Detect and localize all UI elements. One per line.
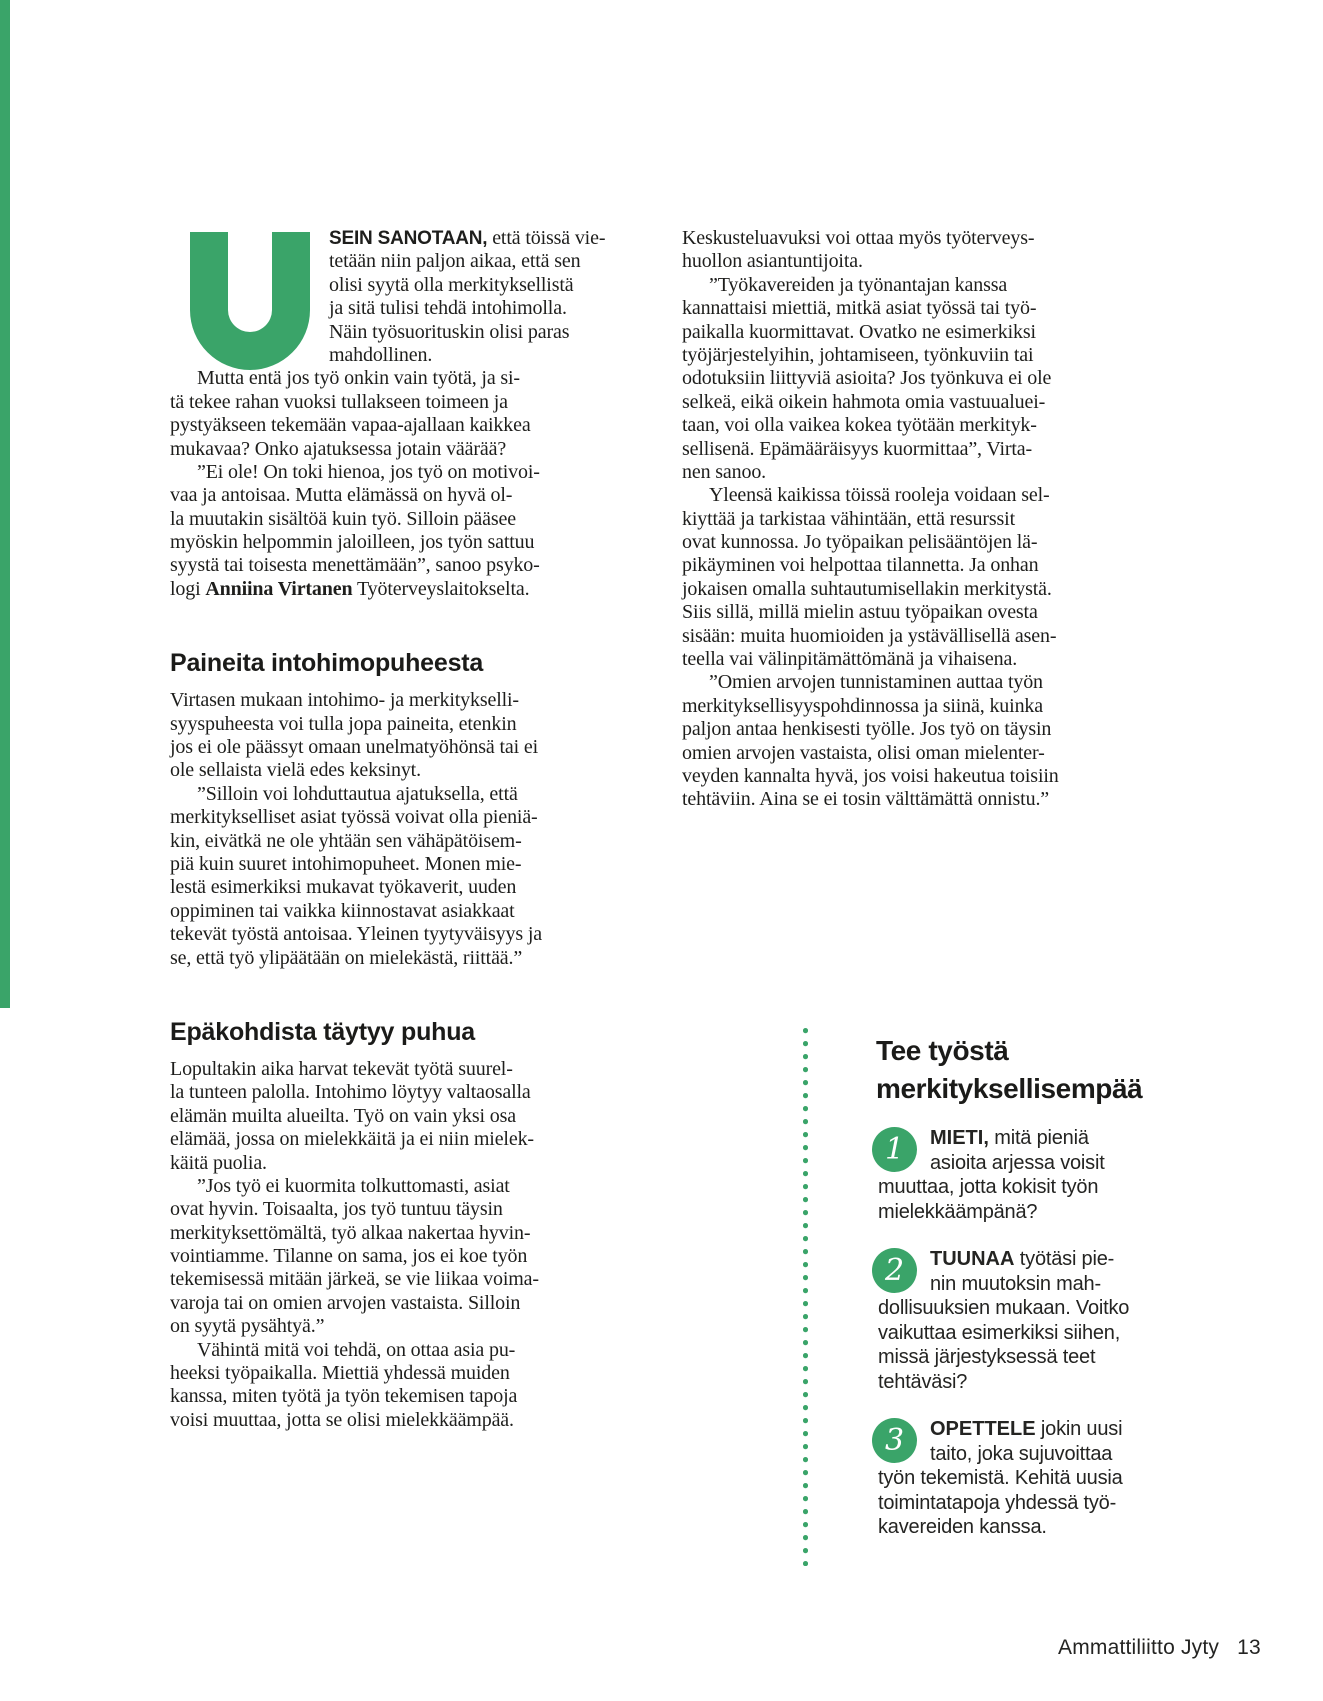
step-number-badge: 3 — [872, 1418, 917, 1463]
left-accent-bar — [0, 0, 10, 1008]
step-number-badge: 1 — [872, 1127, 917, 1172]
text-line: kiyttää ja tarkistaa vähintään, että resurssit — [682, 507, 1015, 530]
text-line: sisään: muita huomioiden ja ystävällisellä asen- — [682, 624, 1057, 647]
text-line: vointiamme. Tilanne on sama, jos ei koe työn — [170, 1245, 528, 1268]
text-line: merkityksellisyyspohdinnossa ja siinä, kuinka — [682, 694, 1043, 717]
text-line: heeksi työpaikalla. Miettiä yhdessä muiden — [170, 1362, 510, 1385]
text-line: logi Anniina Virtanen Työterveyslaitokselta. — [170, 577, 530, 600]
text-line: piä kuin suuret intohimopuheet. Monen mie- — [170, 852, 522, 875]
text-line: veyden kannalta hyvä, jos voisi hakeutua toisiin — [682, 764, 1059, 787]
text-line: odotuksiin liittyviä asioita? Jos työnkuva ei ole — [682, 367, 1052, 390]
text-line: voisi muuttaa, jotta se olisi mielekkäämpää. — [170, 1408, 514, 1431]
paragraph — [170, 367, 625, 461]
paragraph — [170, 689, 625, 783]
paragraph — [170, 783, 625, 970]
page-number: 13 — [1237, 1636, 1261, 1659]
left-column — [170, 227, 625, 1432]
text-line: kannattaisi miettiä, mitkä asiat työssä tai työ- — [682, 297, 1037, 320]
paragraph — [682, 484, 1132, 671]
text-line: SEIN SANOTAAN, että töissä vie- — [329, 227, 606, 249]
text-line: käitä puolia. — [170, 1151, 267, 1174]
text-line: nen sanoo. — [682, 460, 767, 483]
text-line: lestä esimerkiksi mukavat työkaverit, uuden — [170, 876, 517, 899]
text-line: Lopultakin aika harvat tekevät työtä suurel- — [170, 1057, 513, 1080]
page-footer — [1058, 1636, 1261, 1660]
paragraph — [682, 671, 1132, 811]
text-line: se, että työ ylipäätään on mielekästä, riittää.” — [170, 946, 523, 969]
text-line: Siis sillä, millä mielin astuu työpaikan ovesta — [682, 601, 1038, 624]
text-line: ovat kunnossa. Jo työpaikan pelisääntöjen lä- — [682, 531, 1038, 554]
text-line: on syytä pysähtyä.” — [170, 1315, 325, 1338]
text-line: sellisenä. Epämääräisyys kuormittaa”, Virta- — [682, 437, 1033, 460]
text-line: ole sellaista vielä edes keksinyt. — [170, 759, 421, 782]
text-line: pystyäkseen tekemään vapaa-ajallaan kaikkea — [170, 414, 531, 437]
text-line: Vähintä mitä voi tehdä, on ottaa asia pu- — [197, 1338, 516, 1361]
text-line: kin, eivätkä ne ole yhtään sen vähäpätöisem- — [170, 829, 522, 852]
section-heading: Epäkohdista täytyy puhua — [170, 1017, 475, 1046]
step-number-badge: 2 — [872, 1248, 917, 1293]
text-line: kanssa, miten työtä ja työn tekemisen tapoja — [170, 1385, 518, 1408]
text-line: syyspuheesta voi tulla jopa paineita, etenkin — [170, 712, 517, 735]
text-line: selkeä, eikä oikein hahmota omia vastuualuei- — [682, 390, 1046, 413]
step-text-line: vaikuttaa esimerkiksi siihen, — [878, 1321, 1121, 1344]
sidebar-title-line: Tee työstä — [876, 1035, 1009, 1066]
paragraph — [682, 227, 1132, 274]
sidebar-dotted-line — [803, 1028, 808, 1566]
text-line: elämän muilta alueilta. Työ on vain yksi osa — [170, 1104, 516, 1127]
section-heading: Paineita intohimopuheesta — [170, 649, 484, 678]
step-text-line: toimintatapoja yhdessä työ- — [878, 1491, 1117, 1514]
text-line: paikalla kuormittavat. Ovatko ne esimerkiksi — [682, 320, 1036, 343]
paragraph — [170, 1058, 625, 1175]
text-line: jokaisen omalla suhtautumisellakin merkitystä. — [682, 577, 1052, 600]
step-text-line: kavereiden kanssa. — [878, 1516, 1047, 1538]
sidebar-title — [876, 1032, 1142, 1108]
text-line: huollon asiantuntijoita. — [682, 250, 863, 273]
text-line: mukavaa? Onko ajatuksessa jotain väärää? — [170, 437, 507, 460]
text-line: tehtäviin. Aina se ei tosin välttämättä onnistu.” — [682, 788, 1050, 811]
text-line: tetään niin paljon aikaa, että sen — [329, 250, 581, 273]
text-line: la muutakin sisältöä kuin työ. Silloin pääsee — [170, 507, 516, 530]
text-line: ”Omien arvojen tunnistaminen auttaa työn — [709, 671, 1043, 694]
sidebar-steps — [872, 1126, 1142, 1563]
text-line: työjärjestelyihin, johtamiseen, työnkuviin tai — [682, 343, 1034, 366]
text-line: ja sitä tulisi tehdä intohimolla. — [329, 297, 567, 320]
text-line: oppiminen tai vaikka kiinnostavat asiakkaat — [170, 899, 515, 922]
text-line: olisi syytä olla merkityksellistä — [329, 273, 574, 296]
step-text-line: tehtäväsi? — [878, 1370, 968, 1393]
text-line: Näin työsuorituskin olisi paras — [329, 320, 570, 343]
right-column — [682, 227, 1132, 812]
sidebar-title-line: merkityksellisempää — [876, 1073, 1143, 1104]
text-line: jos ei ole päässyt omaan unelmatyöhönsä tai ei — [170, 736, 539, 759]
step-text-line: työn tekemistä. Kehitä uusia — [878, 1467, 1123, 1489]
step-text-line: muuttaa, jotta kokisit työn — [878, 1176, 1099, 1198]
paragraph — [170, 461, 625, 601]
text-line: paljon antaa henkisesti työlle. Jos työ on täysin — [682, 718, 1052, 741]
text-line: varoja tai on omien arvojen vastaista. Silloin — [170, 1291, 521, 1314]
text-line: ”Ei ole! On toki hienoa, jos työ on motivoi- — [197, 460, 540, 483]
text-line: ”Silloin voi lohduttautua ajatuksella, että — [197, 782, 518, 805]
sidebar-step — [872, 1126, 1142, 1224]
step-text-line: nin muutoksin mah- — [930, 1272, 1101, 1295]
paragraph — [682, 274, 1132, 485]
text-line: ”Työkavereiden ja työnantajan kanssa — [709, 273, 1008, 296]
text-line: tekemisessä mitään järkeä, se vie liikaa voima- — [170, 1268, 539, 1291]
text-line: pikäyminen voi helpottaa tilannetta. Ja onhan — [682, 554, 1039, 577]
text-line: merkitykselliset asiat työssä voivat olla pieniä- — [170, 806, 538, 829]
text-line: ovat hyvin. Toisaalta, jos työ tuntuu täysin — [170, 1198, 503, 1221]
text-line: myöskin helpommin jaloilleen, jos työn sattuu — [170, 531, 535, 554]
sidebar-step — [872, 1417, 1142, 1540]
step-text-line: asioita arjessa voisit — [930, 1151, 1105, 1174]
step-text-line: TUUNAA työtäsi pie- — [930, 1248, 1115, 1270]
text-line: merkityksettömältä, työ alkaa nakertaa hyvin- — [170, 1221, 531, 1244]
step-text-line: missä järjestyksessä teet — [878, 1346, 1096, 1368]
text-line: teella vai välinpitämättömänä ja vihaisena. — [682, 648, 1018, 671]
step-text-line: taito, joka sujuvoittaa — [930, 1442, 1113, 1465]
step-text-line: OPETTELE jokin uusi — [930, 1418, 1123, 1440]
lead-paragraph — [329, 227, 625, 367]
text-line: Virtasen mukaan intohimo- ja merkitykselli- — [170, 689, 519, 712]
footer-publication: Ammattiliitto Jyty — [1058, 1636, 1220, 1659]
step-text-line: dollisuuksien mukaan. Voitko — [878, 1297, 1130, 1319]
text-line: Keskusteluavuksi voi ottaa myös työterveys- — [682, 227, 1035, 249]
paragraph — [170, 1175, 625, 1339]
text-line: taan, voi olla vaikea kokea työtään merkityk- — [682, 414, 1037, 437]
text-line: elämää, jossa on mielekkäitä ja ei niin mielek- — [170, 1128, 534, 1151]
paragraph — [170, 1339, 625, 1433]
text-line: Mutta entä jos työ onkin vain työtä, ja si- — [197, 367, 520, 390]
step-text-line: mielekkäämpänä? — [878, 1200, 1038, 1223]
sidebar-step — [872, 1247, 1142, 1394]
text-line: tekevät työstä antoisaa. Yleinen tyytyväisyys ja — [170, 923, 542, 946]
text-line: vaa ja antoisaa. Mutta elämässä on hyvä ol- — [170, 484, 513, 507]
step-text-line: MIETI, mitä pieniä — [930, 1127, 1089, 1149]
text-line: tä tekee rahan vuoksi tullakseen toimeen ja — [170, 390, 508, 413]
text-line: la tunteen palolla. Intohimo löytyy valtaosalla — [170, 1081, 531, 1104]
text-line: syystä tai toisesta menettämään”, sanoo psyko- — [170, 554, 540, 577]
text-line: omien arvojen vastaista, olisi oman mielenter- — [682, 741, 1045, 764]
text-line: mahdollinen. — [329, 343, 433, 366]
text-line: ”Jos työ ei kuormita tolkuttomasti, asiat — [197, 1174, 510, 1197]
text-line: Yleensä kaikissa töissä rooleja voidaan sel- — [709, 484, 1050, 507]
